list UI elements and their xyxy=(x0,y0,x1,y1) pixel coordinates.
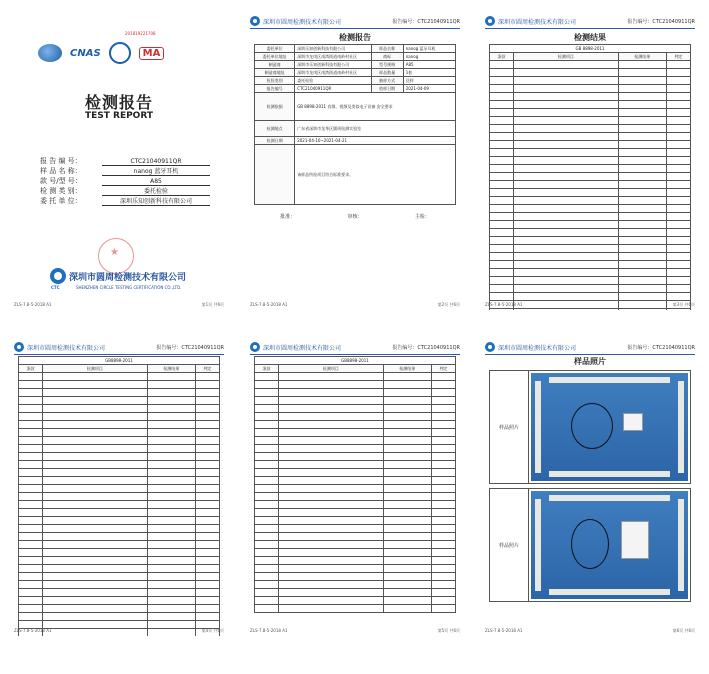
page-title: 检测报告 xyxy=(339,33,371,42)
ruler-icon xyxy=(549,495,670,501)
cover-info xyxy=(40,156,210,206)
table-row xyxy=(19,485,220,493)
cover-field: 委 托 单 位： 深圳乐知创新科技有限公司 xyxy=(40,196,210,206)
page-header xyxy=(250,14,460,29)
table-row xyxy=(490,245,691,253)
table-row xyxy=(19,565,220,573)
table-row xyxy=(19,493,220,501)
ctc-abbr: CTC xyxy=(51,285,60,290)
table-row xyxy=(490,109,691,117)
table-row xyxy=(255,413,456,421)
report-page-photos xyxy=(481,336,699,636)
page-footer: ZLS-7.8-5-2018 A1 第2页 共6页 xyxy=(250,302,460,307)
table-row xyxy=(490,293,691,301)
ruler-icon xyxy=(549,471,670,477)
table-row xyxy=(19,517,220,525)
results-table: GB8898-2011 条款 检测项目 检测结果 判定 xyxy=(18,356,220,636)
ctc-logo-icon xyxy=(14,342,24,352)
globe-logo-icon xyxy=(38,44,62,62)
table-row xyxy=(255,461,456,469)
table-row xyxy=(19,509,220,517)
table-row xyxy=(19,397,220,405)
table-row xyxy=(490,141,691,149)
results-table: GB8898-2011 条款 检测项目 检测结果 判定 xyxy=(254,356,456,613)
table-row xyxy=(19,501,220,509)
table-row xyxy=(490,309,691,311)
table-row xyxy=(19,613,220,621)
table-row xyxy=(490,237,691,245)
table-row xyxy=(490,269,691,277)
ruler-icon xyxy=(678,499,684,591)
table-row xyxy=(255,445,456,453)
table-row xyxy=(255,589,456,597)
signature-line: 批准： 审核： 主检： xyxy=(280,214,430,220)
page-header: 深圳市圆周检测技术有限公司 报告编号：CTC21040911QR xyxy=(485,340,695,355)
table-row xyxy=(19,469,220,477)
table-row xyxy=(490,117,691,125)
ctc-logo-icon xyxy=(50,268,66,284)
table-row xyxy=(255,605,456,613)
table-row xyxy=(19,429,220,437)
header-report-no: 报告编号：CTC21040911QR xyxy=(392,18,460,25)
table-row: 检测日期 2021-04-10~2021-04-21 xyxy=(255,137,456,145)
table-row xyxy=(19,453,220,461)
table-row xyxy=(255,501,456,509)
table-row xyxy=(255,421,456,429)
table-row: 检验类别 委托检验 抽样方式 送样 xyxy=(255,77,456,85)
table-row xyxy=(255,509,456,517)
table-row xyxy=(255,469,456,477)
table-row xyxy=(19,605,220,613)
ctc-logo-icon xyxy=(485,16,495,26)
table-row xyxy=(255,389,456,397)
cover-title-en: TEST REPORT xyxy=(84,111,154,121)
page-title: 检测结果 xyxy=(574,33,606,42)
sample-photo xyxy=(531,491,688,599)
page-footer: ZLS-7.8-5-2018 A1 第1页 共6页 xyxy=(14,302,224,307)
table-row xyxy=(19,445,220,453)
table-row xyxy=(19,541,220,549)
table-row xyxy=(490,149,691,157)
cma-logo: MA xyxy=(139,47,165,60)
accreditation-logos xyxy=(38,42,164,64)
table-row xyxy=(19,589,220,597)
table-row xyxy=(490,165,691,173)
ruler-icon xyxy=(535,499,541,591)
table-row xyxy=(255,397,456,405)
table-row xyxy=(255,581,456,589)
page-header: 深圳市圆周检测技术有限公司 报告编号：CTC21040911QR xyxy=(485,14,695,29)
table-row xyxy=(255,549,456,557)
table-row xyxy=(490,77,691,85)
table-row xyxy=(255,565,456,573)
table-row xyxy=(490,277,691,285)
table-row xyxy=(255,405,456,413)
table-row xyxy=(255,477,456,485)
ctc-logo-icon xyxy=(485,342,495,352)
cover-field: 检 测 类 别： 委托检验 xyxy=(40,186,210,196)
table-row: 检测地点 广东省深圳市龙华区圆周检测实验室 xyxy=(255,121,456,137)
ilac-logo-icon xyxy=(109,42,131,64)
header-lab-name: 深圳市圆周检测技术有限公司 xyxy=(263,18,342,26)
photo-row: 样品照片 xyxy=(489,488,691,602)
cover-field: 报 告 编 号： CTC21040911QR xyxy=(40,156,210,166)
ctc-logo-icon xyxy=(250,342,260,352)
table-row xyxy=(490,133,691,141)
table-row: 委托单位地址 深圳市龙岗区南湾街道南岭村社区 商标 nanog xyxy=(255,53,456,61)
table-row xyxy=(255,381,456,389)
results-table: GB 8898-2011 条款 检测项目 检测结果 判定 xyxy=(489,44,691,310)
table-row xyxy=(490,157,691,165)
cnas-logo: CNAS xyxy=(70,47,101,59)
table-row xyxy=(19,557,220,565)
summary-table xyxy=(254,44,456,220)
table-row xyxy=(255,429,456,437)
table-row xyxy=(255,557,456,565)
page-footer: ZLS-7.8-5-2018 A1 第4页 共6页 xyxy=(14,628,224,633)
table-row xyxy=(19,389,220,397)
table-row xyxy=(19,573,220,581)
report-page-results-2 xyxy=(10,336,228,636)
table-row xyxy=(490,205,691,213)
table-row xyxy=(490,197,691,205)
photo-row: 样品照片 xyxy=(489,370,691,484)
table-row xyxy=(19,373,220,381)
table-row xyxy=(19,525,220,533)
ruler-icon xyxy=(549,589,670,595)
table-row xyxy=(490,69,691,77)
table-row xyxy=(255,485,456,493)
table-row xyxy=(255,493,456,501)
earphone-cable-icon xyxy=(571,519,609,569)
ruler-icon xyxy=(549,377,670,383)
table-row xyxy=(490,85,691,93)
report-page-cover xyxy=(10,10,228,310)
table-row xyxy=(19,477,220,485)
report-page-results xyxy=(481,10,699,310)
table-row xyxy=(490,189,691,197)
table-row xyxy=(490,253,691,261)
earphone-item-icon xyxy=(623,413,643,431)
table-row: 制造商地址 深圳市龙岗区南湾街道南岭村社区 样品数量 1套 xyxy=(255,69,456,77)
cover-field: 样 品 名 称： nanog 蓝牙耳机 xyxy=(40,166,210,176)
table-row xyxy=(19,381,220,389)
table-row xyxy=(255,541,456,549)
table-row xyxy=(255,453,456,461)
conclusion-row: 该样品所检项目符合标准要求。 xyxy=(255,145,456,205)
page-title: 样品照片 xyxy=(574,357,606,366)
ruler-icon xyxy=(535,381,541,473)
table-row xyxy=(255,533,456,541)
cover-field: 款 号/型 号： A85 xyxy=(40,176,210,186)
table-row xyxy=(490,213,691,221)
table-row xyxy=(19,581,220,589)
table-row xyxy=(255,373,456,381)
ctc-logo-icon xyxy=(250,16,260,26)
table-row xyxy=(490,285,691,293)
table-row xyxy=(19,405,220,413)
cma-number: 201819221708 xyxy=(125,31,156,36)
table-row: 报告编号 CTC21040911QR 收样日期 2021-04-09 xyxy=(255,85,456,93)
table-row: 制造商 深圳市乐知创新科技有限公司 型号规格 A85 xyxy=(255,61,456,69)
table-row xyxy=(255,597,456,605)
cover-title-cn: 检测报告 xyxy=(84,93,153,112)
ruler-icon xyxy=(678,381,684,473)
table-row xyxy=(255,517,456,525)
table-row xyxy=(490,93,691,101)
lab-name-en: SHENZHEN CIRCLE TESTING CERTIFICATION CO.,LTD. xyxy=(76,285,182,290)
table-row xyxy=(19,533,220,541)
page-footer: ZLS-7.8-5-2018 A1 第3页 共6页 xyxy=(485,302,695,307)
table-row xyxy=(490,173,691,181)
table-row xyxy=(255,525,456,533)
page-header: 深圳市圆周检测技术有限公司 报告编号：CTC21040911QR xyxy=(14,340,224,355)
table-row xyxy=(19,421,220,429)
table-row: 检测依据 GB 8898-2011 音频、视频及类似电子设备 安全要求 xyxy=(255,93,456,121)
table-row xyxy=(490,261,691,269)
table-row xyxy=(490,229,691,237)
table-row xyxy=(490,101,691,109)
table-row xyxy=(255,437,456,445)
table-row xyxy=(490,61,691,69)
table-row xyxy=(490,181,691,189)
table-row: 委托单位 深圳乐知创新科技有限公司 样品名称 nanog 蓝牙耳机 xyxy=(255,45,456,53)
table-row xyxy=(19,461,220,469)
table-row xyxy=(490,125,691,133)
sample-photo xyxy=(531,373,688,481)
report-page-summary xyxy=(246,10,464,310)
lab-name-cn: 深圳市圆周检测技术有限公司 xyxy=(69,272,187,283)
page-footer: ZLS-7.8-5-2018 A1 第5页 共6页 xyxy=(250,628,460,633)
table-row xyxy=(19,437,220,445)
table-row xyxy=(19,549,220,557)
report-page-results-3 xyxy=(246,336,464,636)
earphone-cable-icon xyxy=(571,403,613,449)
product-box-icon xyxy=(621,521,649,559)
table-row xyxy=(19,413,220,421)
table-row xyxy=(19,597,220,605)
table-row xyxy=(490,221,691,229)
table-row xyxy=(255,573,456,581)
page-header: 深圳市圆周检测技术有限公司 报告编号：CTC21040911QR xyxy=(250,340,460,355)
page-footer: ZLS-7.8-5-2018 A1 第6页 共6页 xyxy=(485,628,695,633)
